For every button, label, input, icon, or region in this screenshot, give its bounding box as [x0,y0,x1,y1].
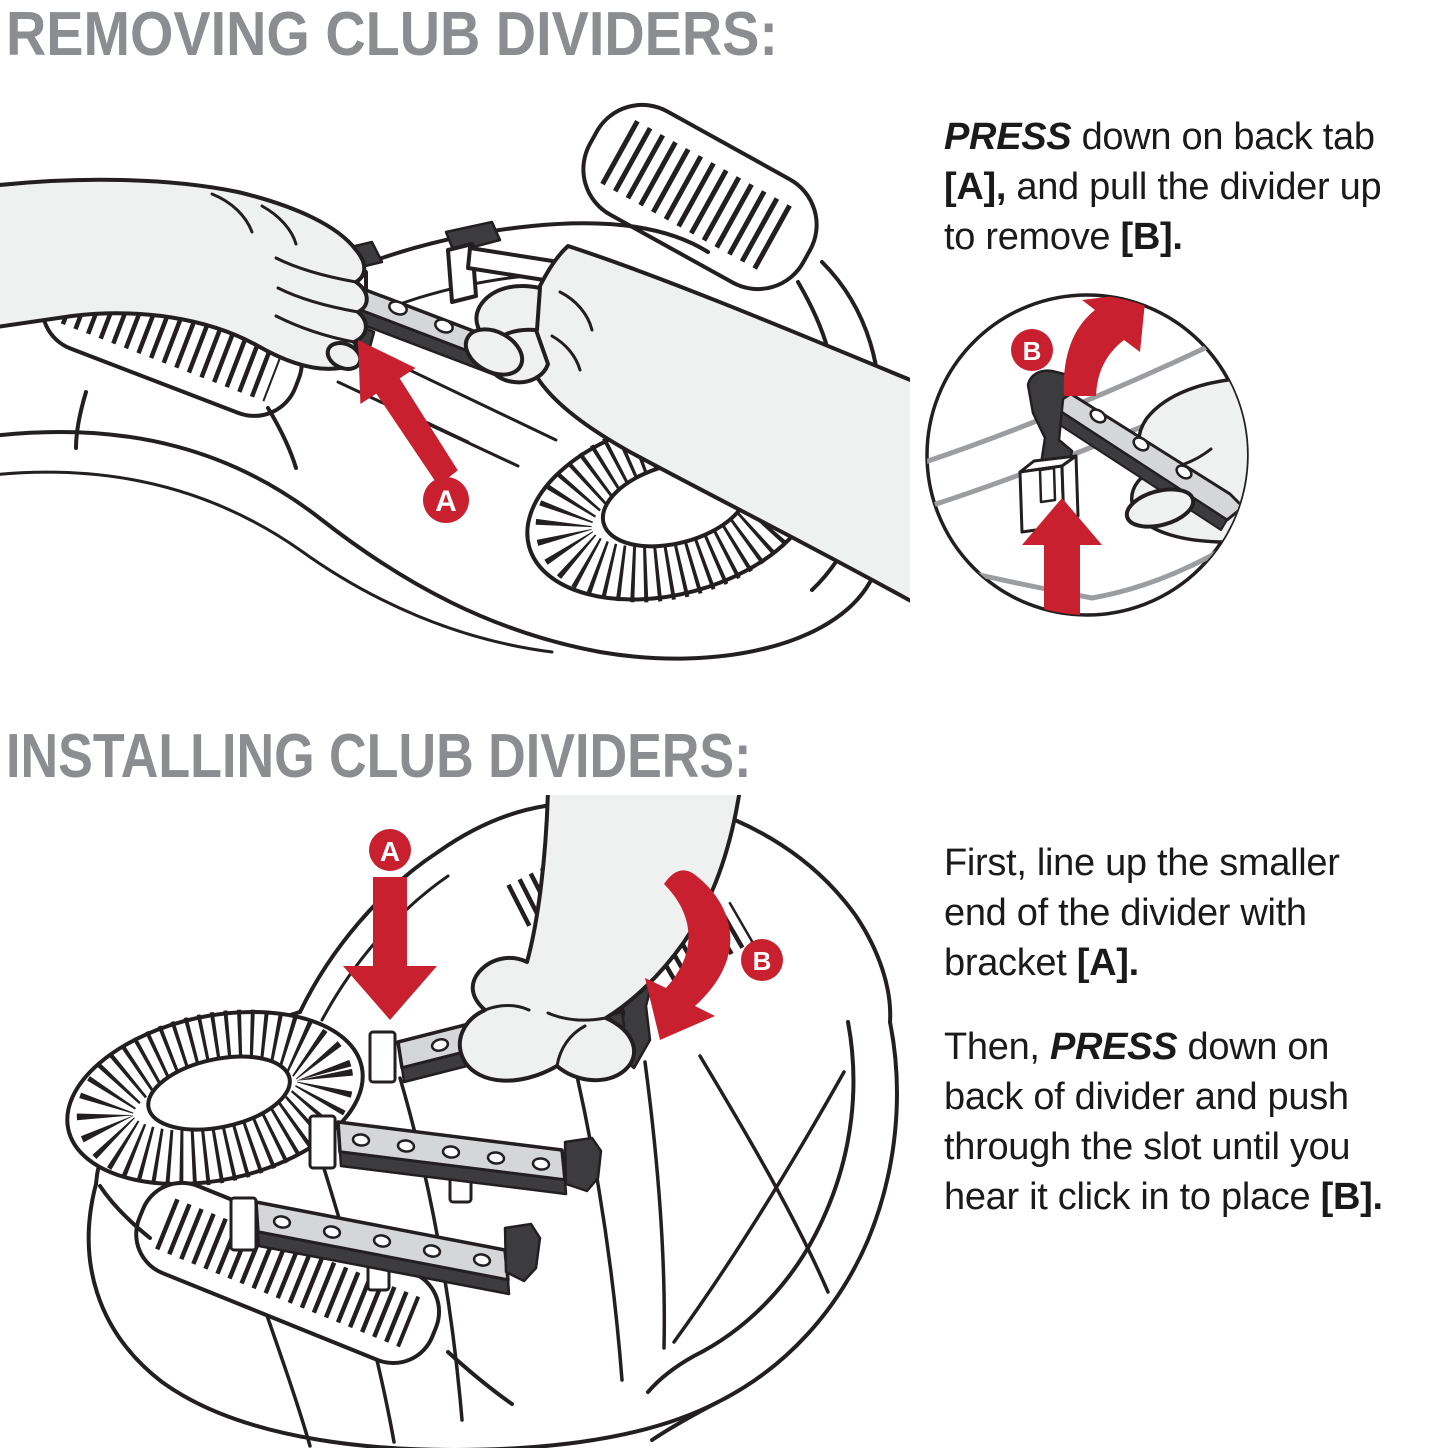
badge-b-removing [1011,329,1053,371]
installing-section-heading: INSTALLING CLUB DIVIDERS: [6,722,752,791]
text-line: hear it click in to place [B]. [944,1176,1383,1218]
text-line: Then, PRESS down on [944,1026,1330,1068]
installing-instruction-text-2 [944,1022,1445,1222]
putter-well-open [51,987,379,1210]
club-divider-middle [338,1122,601,1194]
text-line: [A], and pull the divider up [944,166,1382,208]
removing-illustration [0,55,910,705]
svg-text:A: A [435,485,457,518]
svg-text:B: B [1022,336,1042,366]
text-line: bracket [A]. [944,942,1139,984]
removing-instruction-text [944,112,1445,262]
text-line: through the slot until you [944,1126,1351,1168]
removing-section-heading: REMOVING CLUB DIVIDERS: [6,0,778,69]
text-line: PRESS down on back tab [944,116,1375,158]
badge-a-removing [423,477,469,523]
svg-text:B: B [752,946,772,976]
installing-illustration [20,795,940,1448]
svg-text:A: A [379,836,401,867]
text-line: end of the divider with [944,892,1307,934]
text-line: to remove [B]. [944,216,1183,258]
insert-arrow-a [343,877,437,1020]
removal-detail-inset [915,283,1260,628]
badge-b-installing [741,939,783,981]
installing-instruction-text-1 [944,838,1445,988]
text-line: back of divider and push [944,1076,1349,1118]
press-arrow-a [358,340,458,486]
badge-a-installing [369,829,411,871]
text-line: First, line up the smaller [944,842,1340,884]
